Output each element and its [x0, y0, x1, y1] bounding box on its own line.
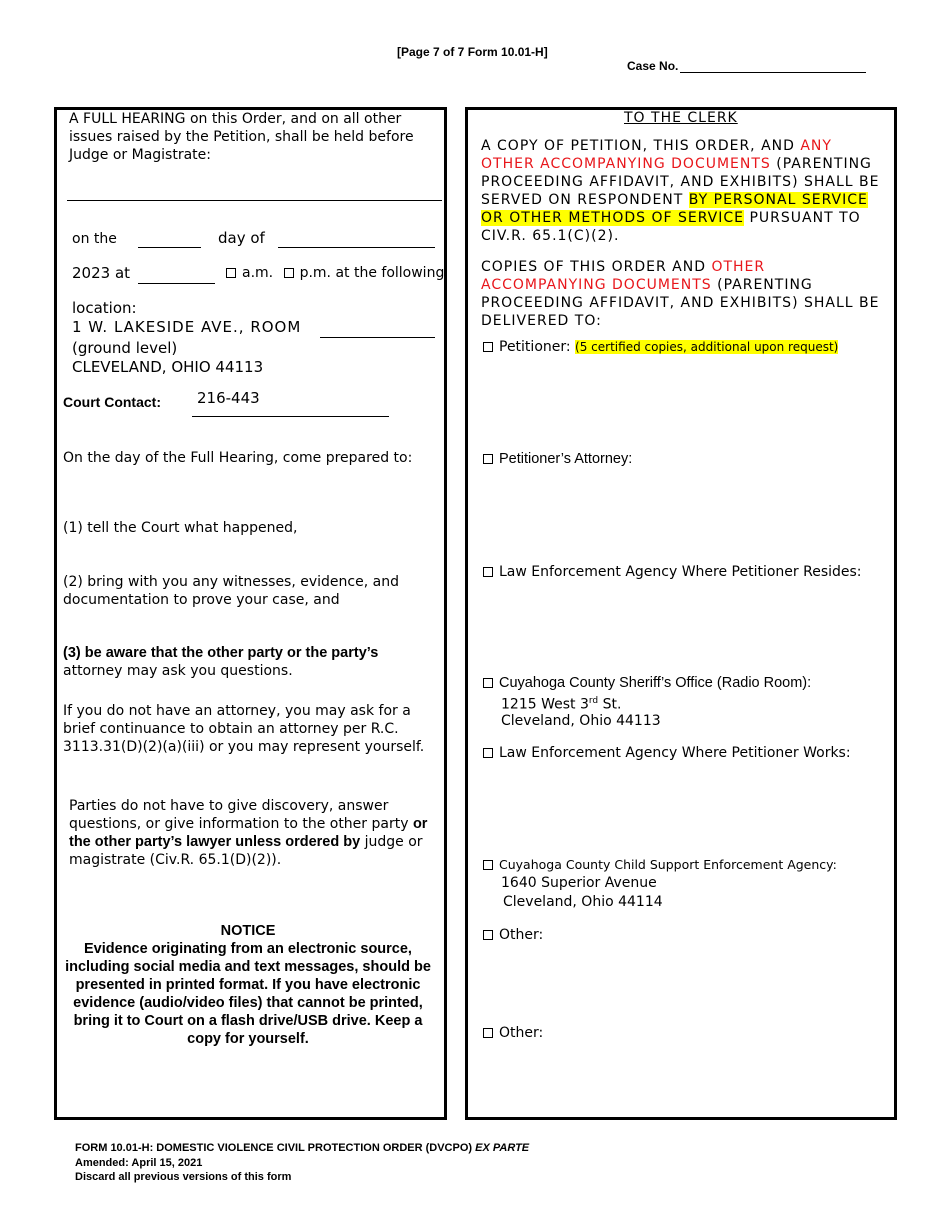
le-works-item: Law Enforcement Agency Where Petitioner Works: — [483, 744, 851, 762]
attorney-checkbox[interactable] — [483, 454, 493, 464]
prepare-item-2: (2) bring with you any witnesses, evidence, and documentation to prove your case, and — [63, 574, 399, 608]
location-line-3: CLEVELAND, OHIO 44113 — [72, 358, 264, 376]
pm-label: p.m. at the following — [299, 265, 445, 281]
petitioner-item: Petitioner: (5 certified copies, additional upon request) — [483, 338, 838, 356]
clerk-title: TO THE CLERK — [624, 110, 738, 126]
csea-address-1: 1640 Superior Avenue — [501, 875, 657, 891]
csea-item: Cuyahoga County Child Support Enforcement Agency: — [483, 857, 837, 872]
year-label: 2023 at — [72, 264, 131, 282]
sheriff-address-1: 1215 West 3rd St. — [501, 696, 622, 713]
other-2-checkbox[interactable] — [483, 1028, 493, 1038]
notice-body: Evidence originating from an electronic source, including social media and text messages, should be presented in printed format. If you have electronic evidence (audio/video files) that cannot be printed, bring it to Court on a flash drive/USB drive. Keep a copy for yourself. — [65, 941, 431, 1047]
delivery-instructions: COPIES OF THIS ORDER AND OTHER ACCOMPANYING DOCUMENTS (PARENTING PROCEEDING AFFIDAVIT, AND EXHIBITS) SHALL BE DELIVERED TO: — [481, 259, 880, 329]
judge-name-field[interactable] — [67, 200, 442, 201]
ampm-options — [226, 264, 444, 282]
continuance-text: If you do not have an attorney, you may ask for a brief continuance to obtain an attorney per R.C. 3113.31(D)(2)(a)(iii) or you may represent yourself. — [63, 703, 425, 755]
day-of-label: day of — [218, 229, 265, 247]
prepare-intro: On the day of the Full Hearing, come prepared to: — [63, 450, 413, 466]
am-label: a.m. — [242, 265, 274, 281]
location-line-2: (ground level) — [72, 339, 178, 357]
case-number-label: Case No. — [627, 59, 679, 73]
court-contact-value: 216-443 — [197, 389, 260, 407]
other-1-checkbox[interactable] — [483, 930, 493, 940]
other-item-1: Other: — [483, 926, 543, 944]
sheriff-item: Cuyahoga County Sheriff’s Office (Radio Room): — [483, 675, 811, 691]
attorney-item: Petitioner’s Attorney: — [483, 451, 632, 467]
notice-title: NOTICE — [220, 923, 276, 939]
footer-discard: Discard all previous versions of this form — [75, 1171, 292, 1183]
location-line-1: 1 W. LAKESIDE AVE., ROOM — [72, 318, 302, 336]
service-instructions: A COPY OF PETITION, THIS ORDER, AND ANY OTHER ACCOMPANYING DOCUMENTS (PARENTING PROCEEDING AFFIDAVIT, AND EXHIBITS) SHALL BE SERVED ON RESPONDENT BY PERSONAL SERVICE OR OTHER METHODS OF SERVICE PURSUANT TO CIV.R. 65.1(C)(2). — [481, 138, 880, 244]
le-works-checkbox[interactable] — [483, 748, 493, 758]
csea-address-2: Cleveland, Ohio 44114 — [503, 894, 663, 910]
hearing-intro: A FULL HEARING on this Order, and on all other issues raised by the Petition, shall be held before Judge or Magistrate: — [69, 111, 414, 163]
page-marker: [Page 7 of 7 Form 10.01-H] — [397, 45, 548, 59]
prepare-item-1: (1) tell the Court what happened, — [63, 520, 298, 536]
location-label: location: — [72, 299, 137, 317]
court-contact-field[interactable] — [192, 416, 389, 417]
case-number-field[interactable] — [680, 72, 866, 73]
footer-form-title: FORM 10.01-H: DOMESTIC VIOLENCE CIVIL PROTECTION ORDER (DVCPO) EX PARTE — [75, 1142, 530, 1154]
on-the-label: on the — [72, 231, 117, 247]
le-resides-item: Law Enforcement Agency Where Petitioner Resides: — [483, 563, 862, 581]
day-field[interactable] — [138, 247, 201, 248]
time-field[interactable] — [138, 283, 215, 284]
court-contact-label: Court Contact: — [63, 394, 161, 410]
sheriff-checkbox[interactable] — [483, 678, 493, 688]
petitioner-note: (5 certified copies, additional upon request) — [575, 340, 839, 354]
csea-checkbox[interactable] — [483, 860, 493, 870]
am-checkbox[interactable] — [226, 268, 236, 278]
petitioner-checkbox[interactable] — [483, 342, 493, 352]
footer-amended: Amended: April 15, 2021 — [75, 1157, 203, 1169]
sheriff-address-2: Cleveland, Ohio 44113 — [501, 713, 661, 729]
other-item-2: Other: — [483, 1024, 543, 1042]
prepare-item-3: (3) be aware that the other party or the party’s attorney may ask you questions. — [63, 645, 379, 679]
room-field[interactable] — [320, 337, 435, 338]
pm-checkbox[interactable] — [284, 268, 294, 278]
discovery-text: Parties do not have to give discovery, answer questions, or give information to the other party or the other party’s lawyer unless ordered by judge or magistrate (Civ.R. 65.1(D)(2)). — [69, 798, 428, 868]
month-field[interactable] — [278, 247, 435, 248]
le-resides-checkbox[interactable] — [483, 567, 493, 577]
